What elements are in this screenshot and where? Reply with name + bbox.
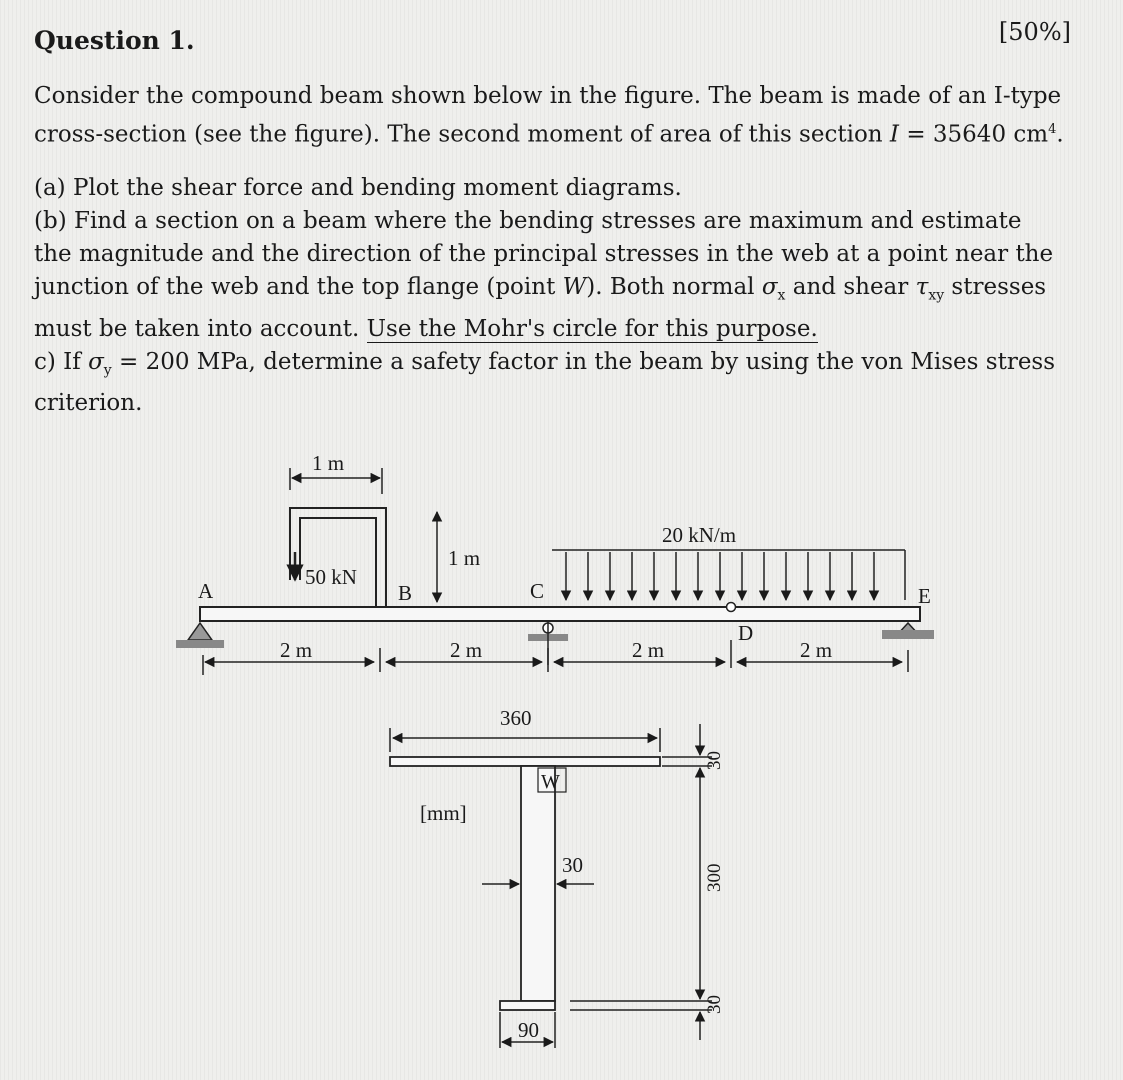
part-a: (a) Plot the shear force and bending moment diagrams. (34, 175, 682, 201)
bracket-arm (290, 508, 386, 607)
arm-height-label: 1 m (448, 546, 481, 570)
beam (200, 607, 920, 621)
intro-line-2: cross-section (see the figure). The second moment of area of this section I = 35640 $cm^4$. (34, 121, 1064, 148)
span-de-label: 2 m (800, 638, 833, 662)
question-title: Question 1. (34, 26, 195, 55)
web-height-label: 300 (704, 863, 725, 892)
distributed-load-label: 20 kN/m (662, 523, 737, 547)
point-c-label: C (530, 579, 545, 603)
point-d-label: D (738, 621, 754, 645)
part-b-line-2: the magnitude and the direction of the principal stresses in the web at a point near the (34, 241, 1054, 267)
arm-width-label: 1 m (312, 451, 345, 475)
point-e-label: E (918, 584, 931, 608)
distributed-load-arrows (566, 552, 874, 600)
hinge-d-icon (727, 603, 736, 612)
top-flange-thickness-label: 30 (704, 751, 725, 770)
span-cd-label: 2 m (632, 638, 665, 662)
web-thickness-label: 30 (562, 853, 583, 877)
point-a-label: A (198, 579, 214, 603)
bottom-flange-width-label: 90 (518, 1018, 539, 1042)
part-c-line-1: c) If $\sigma_y = 200$ MPa, determine a safety factor in the beam by using the von Mises stress (34, 348, 1056, 379)
point-w-label: W (541, 771, 560, 793)
part-b-line-3: junction of the web and the top flange (point W). Both normal $\sigma_x$ and shear $\tau_{xy}$ stresses (34, 274, 1047, 304)
point-load-label: 50 kN (305, 565, 357, 589)
support-e-icon (882, 623, 934, 639)
part-b-line-4: must be taken into account. Use the Mohr's circle for this purpose. (34, 315, 818, 342)
span-ab-label: 2 m (280, 638, 313, 662)
question-marks: [50%] (998, 18, 1071, 46)
intro-line-1: Consider the compound beam shown below in the figure. The beam is made of an I-type (34, 83, 1062, 109)
support-a-icon (176, 623, 224, 648)
units-label: [mm] (420, 801, 467, 825)
flange-width-label: 360 (500, 706, 532, 730)
part-c-line-2: criterion. (34, 390, 143, 417)
point-b-label: B (398, 581, 413, 605)
part-b-line-1: (b) Find a section on a beam where the bending stresses are maximum and estimate (34, 208, 1022, 234)
bottom-flange-thickness-label: 30 (704, 995, 725, 1014)
span-bc-label: 2 m (450, 638, 483, 662)
i-section (390, 757, 660, 1010)
